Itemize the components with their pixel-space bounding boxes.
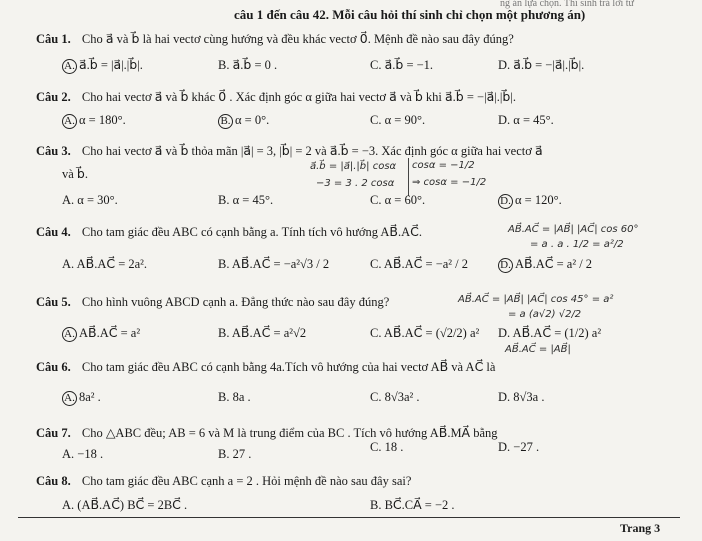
question-3: [36, 143, 543, 159]
option-text: a⃗.b⃗ = −|a⃗|.|b⃗|.: [513, 58, 585, 72]
option-text: α = 90°.: [384, 113, 426, 127]
q7-option-b[interactable]: [218, 447, 251, 462]
q6-option-d[interactable]: [498, 390, 544, 405]
q5-option-c[interactable]: [370, 325, 479, 341]
option-key: D.: [498, 194, 513, 209]
q6-option-a[interactable]: [62, 390, 101, 406]
handwritten-bracket: [408, 158, 409, 196]
question-number: Câu 6.: [36, 360, 71, 374]
question-3-continued: và b⃗.: [62, 167, 88, 181]
q1-option-a[interactable]: [62, 57, 143, 74]
q3-option-c[interactable]: [370, 193, 425, 208]
q2-option-c[interactable]: [370, 113, 425, 128]
option-text: AB⃗.AC⃗ = −a² / 2: [383, 257, 469, 271]
option-key: B.: [218, 114, 233, 129]
question-number: Câu 3.: [36, 144, 71, 158]
option-text: a⃗.b⃗ = |a⃗|.|b⃗|.: [79, 58, 143, 72]
q4-option-a[interactable]: [62, 256, 147, 272]
option-text: AB⃗.AC⃗ = a²: [79, 326, 141, 340]
q4-option-b[interactable]: [218, 256, 329, 272]
option-key: C.: [370, 257, 382, 271]
option-text: AB⃗.AC⃗ = −a²√3 / 2: [231, 257, 330, 271]
q1-option-b[interactable]: [218, 57, 277, 73]
option-text: 8√3a² .: [384, 390, 420, 404]
q2-option-d[interactable]: [498, 113, 554, 128]
handwritten-note: AB⃗.AC⃗ = |AB⃗|: [505, 344, 571, 355]
question-6: [36, 359, 495, 375]
option-key: B.: [218, 58, 230, 72]
q7-option-c[interactable]: [370, 440, 403, 455]
question-8: [36, 474, 411, 489]
question-7: [36, 425, 498, 441]
question-4: [36, 224, 422, 240]
option-text: (AB⃗.AC⃗) BC⃗ = 2BC⃗ .: [77, 498, 188, 512]
q3-option-d[interactable]: [498, 193, 562, 209]
option-text: a⃗.b⃗ = −1.: [384, 58, 434, 72]
option-text: α = 180°.: [79, 113, 126, 127]
option-text: a⃗.b⃗ = 0 .: [232, 58, 278, 72]
option-key: B.: [218, 447, 230, 461]
handwritten-note: −3 = 3 . 2 cosα: [316, 178, 395, 189]
option-key: C.: [370, 326, 382, 340]
option-text: α = 60°.: [384, 193, 426, 207]
option-text: BC⃗.CA⃗ = −2 .: [384, 498, 455, 512]
q5-option-a[interactable]: [62, 325, 140, 342]
handwritten-note: = a (a√2) √2/2: [508, 309, 582, 320]
option-text: AB⃗.AC⃗ = 2a².: [76, 257, 148, 271]
option-key: D.: [498, 326, 511, 340]
question-2: [36, 89, 516, 105]
option-text: 8√3a .: [513, 390, 545, 404]
option-text: α = 0°.: [235, 113, 270, 127]
footer-divider: [18, 517, 680, 518]
question-1: [36, 31, 514, 47]
option-key: A.: [62, 193, 75, 207]
option-text: −18 .: [77, 447, 104, 461]
q8-option-a[interactable]: [62, 497, 187, 513]
q7-option-a[interactable]: [62, 447, 103, 462]
q8-option-b[interactable]: [370, 497, 455, 513]
option-text: AB⃗.AC⃗ = a² / 2: [515, 257, 593, 271]
page-number: Trang 3: [620, 521, 661, 535]
option-key: C.: [370, 113, 382, 127]
option-key: D.: [498, 258, 513, 273]
option-key: C.: [370, 440, 382, 454]
option-key: C.: [370, 390, 382, 404]
option-text: −27 .: [513, 440, 540, 454]
q3-option-b[interactable]: [218, 193, 273, 208]
option-text: 27 .: [232, 447, 252, 461]
option-text: α = 45°.: [513, 113, 554, 127]
question-5: [36, 295, 389, 310]
q2-option-b[interactable]: [218, 113, 269, 129]
option-key: A.: [62, 447, 75, 461]
q5-option-b[interactable]: [218, 325, 306, 341]
option-key: D.: [498, 390, 511, 404]
option-text: AB⃗.AC⃗ = (1/2) a²: [512, 326, 602, 340]
handwritten-note: AB⃗.AC⃗ = |AB⃗| |AC⃗| cos 45° = a²: [458, 294, 614, 305]
question-stem: Cho hai vectơ a⃗ và b⃗ khác 0⃗ . Xác định góc α giữa hai vectơ a⃗ và b⃗ khi a⃗.b⃗ = −|a⃗|.|b⃗|.: [81, 90, 516, 104]
header-title: câu 1 đến câu 42. Mỗi câu hỏi thí sinh chỉ chọn một phương án): [234, 7, 586, 22]
option-key: A.: [62, 257, 75, 271]
handwritten-note: a⃗.b⃗ = |a⃗|.|b⃗| cosα: [310, 161, 397, 172]
question-number: Câu 7.: [36, 426, 71, 440]
question-stem: Cho hai vectơ a⃗ và b⃗ thỏa mãn |a⃗| = 3, |b⃗| = 2 và a⃗.b⃗ = −3. Xác định góc α giữa hai vectơ a⃗: [81, 144, 543, 158]
option-text: α = 120°.: [515, 193, 562, 207]
q1-option-c[interactable]: [370, 57, 433, 73]
option-key: C.: [370, 193, 382, 207]
option-key: D.: [498, 113, 511, 127]
option-text: AB⃗.AC⃗ = a²√2: [231, 326, 307, 340]
q3-option-a[interactable]: [62, 193, 118, 208]
option-key: C.: [370, 58, 382, 72]
q7-option-d[interactable]: [498, 440, 539, 455]
question-number: Câu 2.: [36, 90, 71, 104]
option-text: α = 45°.: [232, 193, 274, 207]
question-stem: Cho tam giác đều ABC có cạnh bằng a. Tính tích vô hướng AB⃗.AC⃗.: [81, 225, 422, 239]
option-key: A.: [62, 391, 77, 406]
q5-option-d[interactable]: [498, 325, 601, 341]
option-key: B.: [218, 193, 230, 207]
question-number: Câu 8.: [36, 474, 71, 488]
handwritten-note: AB⃗.AC⃗ = |AB⃗| |AC⃗| cos 60°: [508, 224, 639, 235]
q1-option-d[interactable]: [498, 57, 584, 73]
question-number: Câu 1.: [36, 32, 71, 46]
question-stem: Cho tam giác đều ABC có cạnh bằng 4a.Tích vô hướng của hai vectơ AB⃗ và AC⃗ là: [81, 360, 496, 374]
option-key: A.: [62, 114, 77, 129]
option-key: D.: [498, 58, 511, 72]
option-text: 18 .: [384, 440, 404, 454]
option-key: A.: [62, 498, 75, 512]
option-text: 8a .: [232, 390, 251, 404]
handwritten-note: ⇒ cosα = −1/2: [412, 177, 487, 188]
q4-option-d[interactable]: [498, 256, 592, 273]
option-key: B.: [218, 257, 230, 271]
handwritten-note: cosα = −1/2: [412, 160, 475, 171]
option-text: 8a² .: [79, 390, 101, 404]
header-corner-text: ng án lựa chọn. Thí sinh trả lời từ: [500, 0, 634, 9]
handwritten-note: = a . a . 1/2 = a²/2: [530, 239, 624, 250]
q4-option-c[interactable]: [370, 256, 468, 272]
question-stem: Cho △ABC đều; AB = 6 và M là trung điểm của BC . Tích vô hướng AB⃗.MA⃗ bằng: [81, 426, 498, 440]
q6-option-b[interactable]: [218, 390, 251, 405]
option-text: AB⃗.AC⃗ = (√2/2) a²: [383, 326, 480, 340]
option-key: B.: [218, 390, 230, 404]
question-stem: Cho a⃗ và b⃗ là hai vectơ cùng hướng và đều khác vectơ 0⃗. Mệnh đề nào sau đây đúng?: [81, 32, 514, 46]
option-key: B.: [370, 498, 382, 512]
option-text: α = 30°.: [77, 193, 118, 207]
option-key: B.: [218, 326, 230, 340]
q6-option-c[interactable]: [370, 390, 420, 405]
question-stem: Cho tam giác đều ABC cạnh a = 2 . Hỏi mệnh đề nào sau đây sai?: [81, 474, 412, 488]
question-stem: Cho hình vuông ABCD cạnh a. Đẳng thức nào sau đây đúng?: [81, 295, 390, 309]
q2-option-a[interactable]: [62, 113, 126, 129]
option-key: A.: [62, 327, 77, 342]
question-number: Câu 5.: [36, 295, 71, 309]
option-key: A.: [62, 59, 77, 74]
question-number: Câu 4.: [36, 225, 71, 239]
option-key: D.: [498, 440, 511, 454]
